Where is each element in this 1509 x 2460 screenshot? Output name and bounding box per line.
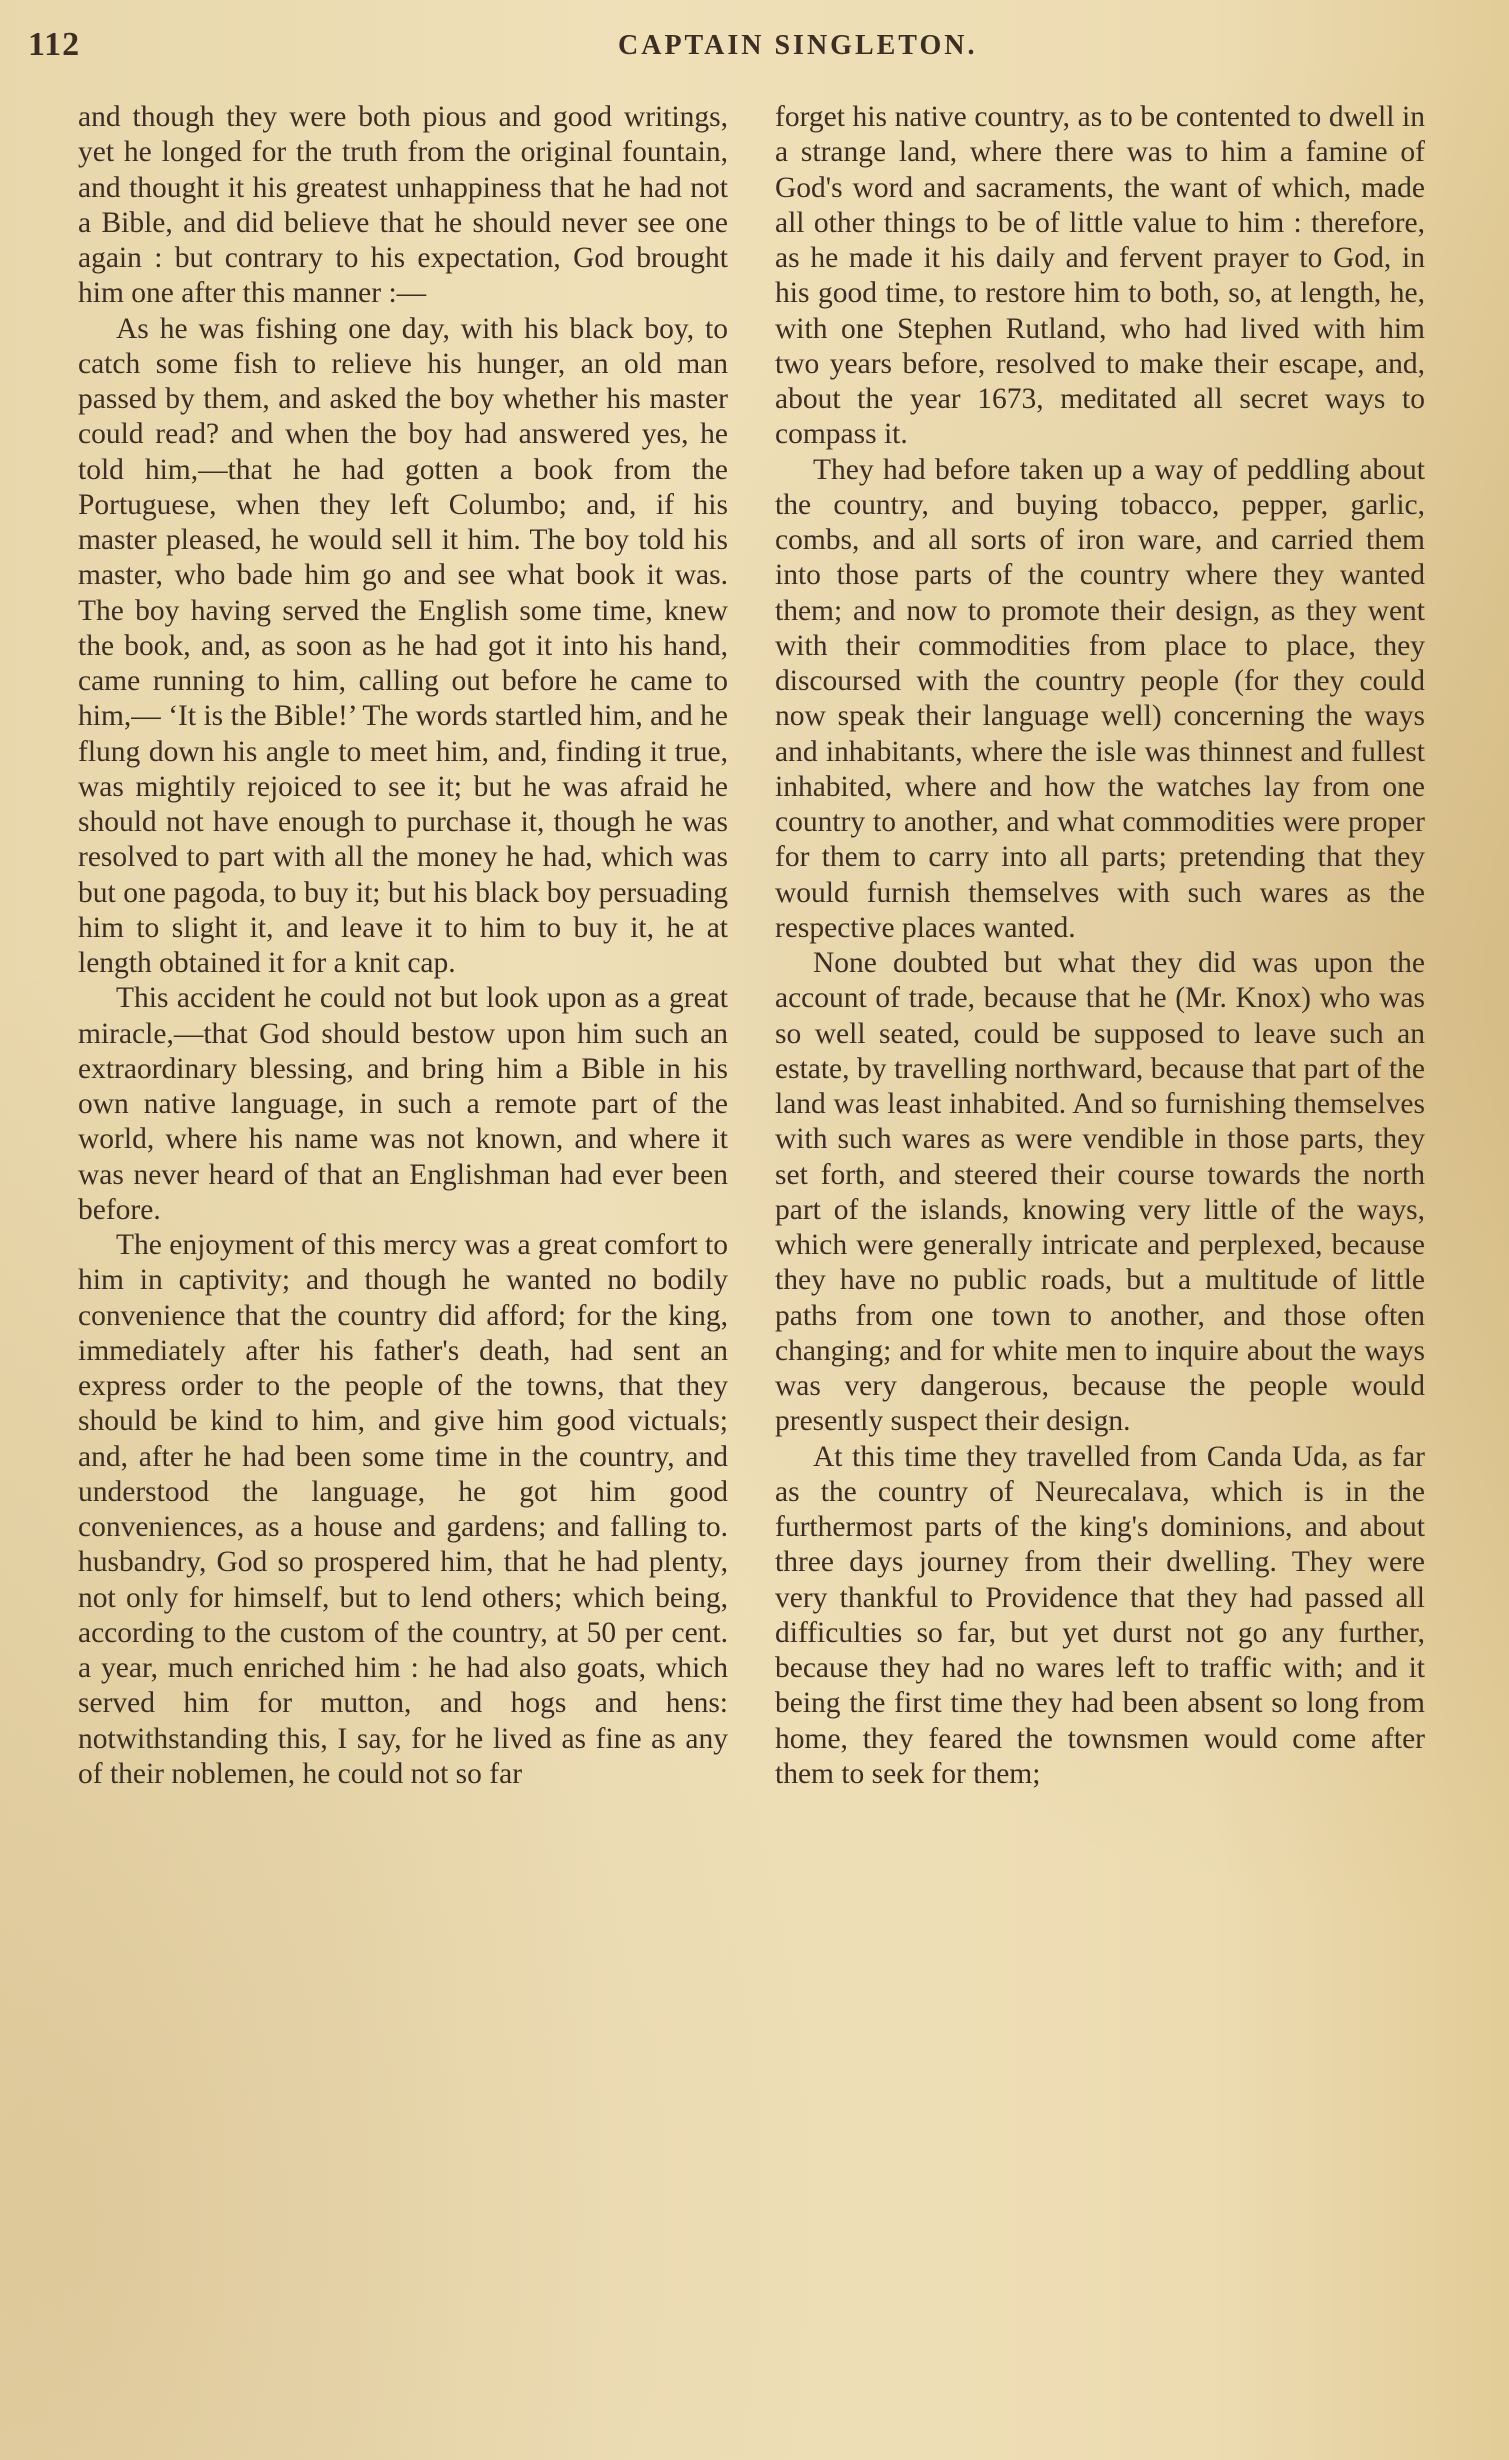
paragraph: None doubted but what they did was upon the account of trade, because that he (Mr. Knox) who was so well seated, could be supposed to leave such an estate, by travelling northward, because that part of the land was least inhabited. And so furnishing themselves with such wares as were vendible in those parts, they set forth, and steered their course towards the north part of the islands, knowing very little of the ways, which were generally intricate and perplexed, because they have no public roads, but a multitude of little paths from one town to another, and those often changing; and for white men to inquire about the ways was very dangerous, because the people would presently suspect their design. — [775, 947, 1425, 1438]
paragraph: As he was fishing one day, with his black boy, to catch some fish to relieve his hunger, an old man passed by them, and asked the boy whether his master could read? and when the boy had answered yes, he told him,—that he had gotten a book from the Portuguese, when they left Columbo; and, if his master pleased, he would sell it him. The boy told his master, who bade him go and see what book it was. The boy having served the English some time, knew the book, and, as soon as he had got it into his hand, came running to him, calling out before he came to him,— ‘It is the Bible!’ The words startled him, and he flung down his angle to meet him, and, finding it true, was mightily rejoiced to see it; but he was afraid he should not have enough to purchase it, though he was resolved to part with all the money he had, which was but one pagoda, to buy it; but his black boy persuading him to slight it, and leave it to him to buy it, he at length obtained it for a knit cap. — [78, 312, 728, 979]
paragraph: and though they were both pious and good writings, yet he longed for the truth from the original fountain, and thought it his greatest unhappiness that he had not a Bible, and did believe that he should never see one again : but contrary to his expectation, God brought him one after this manner :— — [78, 101, 728, 310]
paragraph: At this time they travelled from Canda Uda, as far as the country of Neurecalava, which is in the furthermost parts of the king's dominions, and about three days journey from their dwelling. They were very thankful to Providence that they had passed all difficulties so far, but yet durst not go any further, because they had no wares left to traffic with; and it being the first time they had been absent so long from home, they feared the townsmen would come after them to seek for them; — [775, 1440, 1425, 1790]
right-column — [775, 100, 1425, 1792]
paragraph: They had before taken up a way of peddling about the country, and buying tobacco, pepper, garlic, combs, and all sorts of iron ware, and carried them into those parts of the country where they wanted them; and now to promote their design, as they went with their commodities from place to place, they discoursed with the country people (for they could now speak their language well) concerning the ways and inhabitants, where the isle was thinnest and fullest inhabited, where and how the watches lay from one country to another, and what commodities were proper for them to carry into all parts; pretending that they would furnish themselves with such wares as the respective places wanted. — [775, 453, 1425, 944]
paragraph: forget his native country, as to be contented to dwell in a strange land, where there was to him a famine of God's word and sacraments, the want of which, made all other things to be of little value to him : therefore, as he made it his daily and fervent prayer to God, in his good time, to restore him to both, so, at length, he, with one Stephen Rutland, who had lived with him two years before, resolved to make their escape, and, about the year 1673, meditated all secret ways to compass it. — [775, 101, 1425, 451]
paragraph: This accident he could not but look upon as a great miracle,—that God should bestow upon him such an extraordinary blessing, and bring him a Bible in his own native language, in such a remote part of the world, where his name was not known, and where it was never heard of that an Englishman had ever been before. — [78, 982, 728, 1226]
page-number: 112 — [28, 26, 81, 63]
paragraph: The enjoyment of this mercy was a great comfort to him in captivity; and though he wanted no bodily convenience that the country did afford; for the king, immediately after his father's death, had sent an express order to the people of the towns, that they should be kind to him, and give him good victuals; and, after he had been some time in the country, and understood the language, he got him good conveniences, as a house and gardens; and falling to. husbandry, God so prospered him, that he had plenty, not only for himself, but to lend others; which being, according to the custom of the country, at 50 per cent. a year, much enriched him : he had also goats, which served him for mutton, and hogs and hens: notwithstanding this, I say, for he lived as fine as any of their noblemen, he could not so far — [78, 1229, 728, 1790]
left-column — [78, 100, 728, 1792]
running-title: CAPTAIN SINGLETON. — [618, 30, 978, 61]
page-header — [28, 26, 1438, 66]
